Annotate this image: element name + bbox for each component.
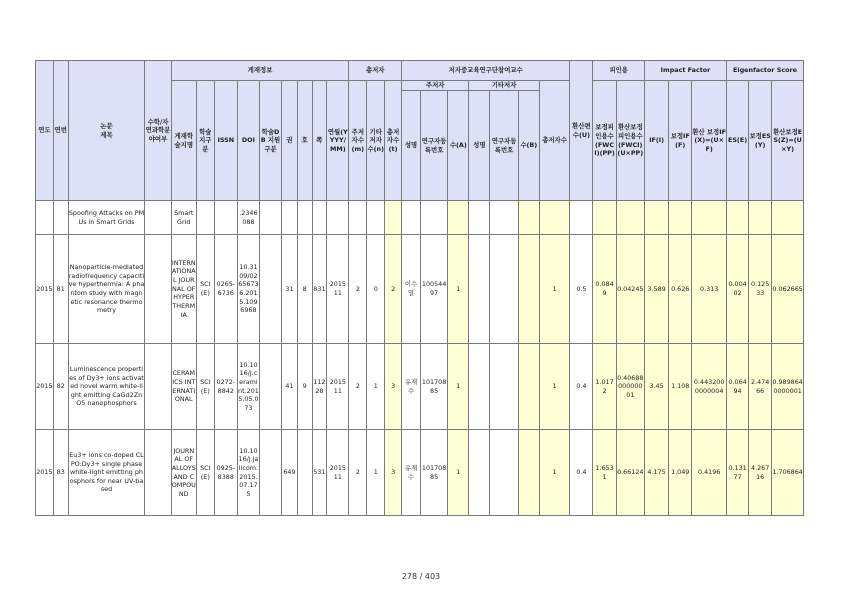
cell-upp: 0.04245 xyxy=(616,235,644,344)
cell-upp: 0.66124 xyxy=(616,430,644,516)
col-title-line2: 제목 xyxy=(100,130,113,139)
cell-year xyxy=(36,201,54,235)
cell-date xyxy=(327,201,349,235)
cell-doi: .2346088 xyxy=(237,201,259,235)
cell-t: 2 xyxy=(385,235,402,344)
col-no: 호 xyxy=(297,81,312,201)
cell-rid2 xyxy=(490,201,518,235)
cell-e: 0.13177 xyxy=(727,430,749,516)
cell-name2 xyxy=(469,344,490,430)
cell-journal: CERAMICS INTERNATIONAL xyxy=(171,344,196,430)
group-pub-info: 게재정보 xyxy=(171,61,349,81)
cell-i: 3.589 xyxy=(644,235,668,344)
col-if-corr: 보정IF(F) xyxy=(669,81,692,201)
col-year: 연도 xyxy=(36,61,54,201)
cell-doi: 10.3109/02656736.2015.1096968 xyxy=(237,235,259,344)
cell-u: 0.4 xyxy=(570,430,593,516)
cell-f: 0.626 xyxy=(669,235,692,344)
cell-page: 831 xyxy=(312,235,327,344)
table-row xyxy=(36,430,804,516)
cell-t xyxy=(385,201,402,235)
col-title xyxy=(68,61,145,201)
cell-upp xyxy=(616,201,644,235)
col-issn: ISSN xyxy=(214,81,237,201)
col-dbclass: 학술DB 지원 구분 xyxy=(259,81,281,201)
cell-multi xyxy=(145,430,171,516)
cell-name2 xyxy=(469,235,490,344)
cell-z xyxy=(772,201,804,235)
achievement-table xyxy=(35,60,804,516)
col-es-corr: 보정ES(Y) xyxy=(749,81,772,201)
cell-pp xyxy=(593,201,616,235)
group-other: 기타저자 xyxy=(469,81,539,91)
col-total-r: 총저자수 xyxy=(539,81,570,201)
group-impact: Impact Factor xyxy=(644,61,726,81)
cell-t: 3 xyxy=(385,430,402,516)
col-es-conv: 환산보정ES(Z)=(U×Y) xyxy=(772,81,804,201)
cell-a: 1 xyxy=(448,344,469,430)
col-page: 쪽 xyxy=(312,81,327,201)
cell-rid2 xyxy=(490,235,518,344)
cell-vol xyxy=(282,201,298,235)
cell-rid1: 10054497 xyxy=(420,235,447,344)
col-cnt-a: 수(A) xyxy=(448,91,469,201)
col-total-authors: 총저자수(t) xyxy=(385,81,402,201)
cell-page: 11228 xyxy=(312,344,327,430)
cell-z: 0.062665 xyxy=(772,235,804,344)
cell-b xyxy=(518,235,539,344)
group-authors: 총저자 xyxy=(349,61,402,81)
cell-journal: INTERNATIONAL JOURNAL OF HYPERTHERMIA xyxy=(171,235,196,344)
cell-vol: 41 xyxy=(282,344,298,430)
cell-u: 0.4 xyxy=(570,344,593,430)
group-cite: 피인용 xyxy=(593,61,645,81)
page-number: 278 / 403 xyxy=(401,572,441,581)
cell-y: 4.26716 xyxy=(749,430,772,516)
cell-multi xyxy=(145,201,171,235)
col-if-conv: 환산 보정IF(X)=(U×F) xyxy=(692,81,727,201)
cell-e xyxy=(727,201,749,235)
cell-z: 0.9898640000001 xyxy=(772,344,804,430)
cell-rid1 xyxy=(420,201,447,235)
cell-year: 2015 xyxy=(36,235,54,344)
cell-m xyxy=(349,201,367,235)
cell-m: 2 xyxy=(349,344,367,430)
cell-f xyxy=(669,201,692,235)
cell-n: 1 xyxy=(367,430,385,516)
col-name2: 성명 xyxy=(469,91,490,201)
col-vol: 권 xyxy=(282,81,298,201)
cell-z: 1.706864 xyxy=(772,430,804,516)
cell-pp: 1.0172 xyxy=(593,344,616,430)
table-row xyxy=(36,201,804,235)
group-primary: 주저자 xyxy=(402,81,469,91)
cell-jclass: SCI(E) xyxy=(196,344,214,430)
cell-e: 0.06494 xyxy=(727,344,749,430)
cell-b xyxy=(518,430,539,516)
cell-a xyxy=(448,201,469,235)
col-journal: 게재학술지명 xyxy=(171,81,196,201)
cell-title: Nanoparticle-mediated radiofrequency capacitive hyperthermia: A phantom study with magnetic resonance thermometry xyxy=(68,235,145,344)
col-fwci-conv: 환산보정피인용수(FWCI)(U×PP) xyxy=(616,81,644,201)
cell-issn: 0272-8842 xyxy=(214,344,237,430)
cell-journal: JOURNAL OF ALLOYS AND COMPOUND xyxy=(171,430,196,516)
cell-no xyxy=(297,201,312,235)
cell-name1: 유재수 xyxy=(402,344,421,430)
col-rid2: 연구자등록번호 xyxy=(490,91,518,201)
cell-m: 2 xyxy=(349,430,367,516)
cell-title: Spoofing Attacks on PMUs in Smart Grids xyxy=(68,201,145,235)
cell-page xyxy=(312,201,327,235)
col-title-line1: 논문 xyxy=(100,121,113,130)
col-main-authors: 주저자수(m) xyxy=(349,81,367,201)
cell-b xyxy=(518,201,539,235)
cell-x: 0.4196 xyxy=(692,430,727,516)
cell-date: 2015 11 xyxy=(327,430,349,516)
cell-i: 4.175 xyxy=(644,430,668,516)
cell-no: 8 xyxy=(297,235,312,344)
cell-total-r: 1 xyxy=(539,344,570,430)
cell-e: 0.00402 xyxy=(727,235,749,344)
cell-vol: 31 xyxy=(282,235,298,344)
cell-t: 3 xyxy=(385,344,402,430)
cell-db xyxy=(259,235,281,344)
cell-x: 0.313 xyxy=(692,235,727,344)
cell-title: Luminescence properties of Dy3+ ions activated novel warm white-light emitting CaGd2ZnO5 nanophosphors xyxy=(68,344,145,430)
cell-seq: 83 xyxy=(53,430,68,516)
cell-issn: 0265-6736 xyxy=(214,235,237,344)
cell-a: 1 xyxy=(448,430,469,516)
col-conv: 환산편수(U) xyxy=(570,61,593,201)
cell-seq xyxy=(53,201,68,235)
cell-y: 2.47466 xyxy=(749,344,772,430)
col-seq: 연번 xyxy=(53,61,68,201)
cell-doi: 10.1016/j.jallcom.2015.07.175 xyxy=(237,430,259,516)
col-other-authors: 기타저자수(n) xyxy=(367,81,385,201)
col-doi: DOI xyxy=(237,81,259,201)
col-rid1: 연구자등록번호 xyxy=(420,91,447,201)
cell-date: 2015 11 xyxy=(327,344,349,430)
cell-rid1: 10170885 xyxy=(420,344,447,430)
cell-no xyxy=(297,430,312,516)
cell-i: 3.45 xyxy=(644,344,668,430)
cell-f: 1.049 xyxy=(669,430,692,516)
cell-i xyxy=(644,201,668,235)
cell-pp: 0.0849 xyxy=(593,235,616,344)
cell-issn: 0925-8388 xyxy=(214,430,237,516)
cell-year: 2015 xyxy=(36,344,54,430)
cell-pp: 1.6531 xyxy=(593,430,616,516)
cell-seq: 82 xyxy=(53,344,68,430)
cell-jclass: SCI(E) xyxy=(196,430,214,516)
cell-db xyxy=(259,430,281,516)
cell-date: 2015 11 xyxy=(327,235,349,344)
cell-rid2 xyxy=(490,430,518,516)
col-if: IF(I) xyxy=(644,81,668,201)
cell-b xyxy=(518,344,539,430)
cell-a: 1 xyxy=(448,235,469,344)
col-date: 연월(YYYY/MM) xyxy=(327,81,349,201)
group-eigen: Eigenfactor Score xyxy=(727,61,804,81)
cell-journal: Smart Grid xyxy=(171,201,196,235)
cell-y: 0.12533 xyxy=(749,235,772,344)
col-name1: 성명 xyxy=(402,91,421,201)
cell-multi xyxy=(145,344,171,430)
cell-n: 0 xyxy=(367,235,385,344)
cell-db xyxy=(259,201,281,235)
cell-multi xyxy=(145,235,171,344)
cell-name2 xyxy=(469,430,490,516)
cell-seq: 81 xyxy=(53,235,68,344)
cell-total-r xyxy=(539,201,570,235)
cell-name1 xyxy=(402,201,421,235)
group-prof: 저자중교육연구단참여교수 xyxy=(402,61,570,81)
cell-page: 531 xyxy=(312,430,327,516)
cell-year: 2015 xyxy=(36,430,54,516)
table-row xyxy=(36,235,804,344)
col-es: ES(E) xyxy=(727,81,749,201)
cell-n: 1 xyxy=(367,344,385,430)
col-fwci: 보정피인용수(FWCI)(PP) xyxy=(593,81,616,201)
cell-total-r: 1 xyxy=(539,430,570,516)
col-cnt-b: 수(B) xyxy=(518,91,539,201)
cell-name2 xyxy=(469,201,490,235)
cell-db xyxy=(259,344,281,430)
cell-m: 2 xyxy=(349,235,367,344)
cell-name1: 이수열 xyxy=(402,235,421,344)
cell-issn xyxy=(214,201,237,235)
cell-f: 1.108 xyxy=(669,344,692,430)
cell-rid1: 10170885 xyxy=(420,430,447,516)
cell-vol: 649 xyxy=(282,430,298,516)
cell-n xyxy=(367,201,385,235)
cell-u: 0.5 xyxy=(570,235,593,344)
col-multi: 수학/자연과학분야여부 xyxy=(145,61,171,201)
table-row xyxy=(36,344,804,430)
cell-x xyxy=(692,201,727,235)
cell-y xyxy=(749,201,772,235)
cell-total-r: 1 xyxy=(539,235,570,344)
cell-title: Eu3+ ions co-doped CLPO:Dy3+ single phase white-light emitting phosphors for near UV-based xyxy=(68,430,145,516)
cell-jclass: SCI(E) xyxy=(196,235,214,344)
cell-upp: 0.4068800000001 xyxy=(616,344,644,430)
cell-doi: 10.1016/j.ceramint.2015.05.073 xyxy=(237,344,259,430)
cell-x: 0.4432000000004 xyxy=(692,344,727,430)
cell-no: 9 xyxy=(297,344,312,430)
cell-u xyxy=(570,201,593,235)
cell-rid2 xyxy=(490,344,518,430)
col-jclass: 학술지구분 xyxy=(196,81,214,201)
cell-jclass xyxy=(196,201,214,235)
cell-name1: 유재수 xyxy=(402,430,421,516)
